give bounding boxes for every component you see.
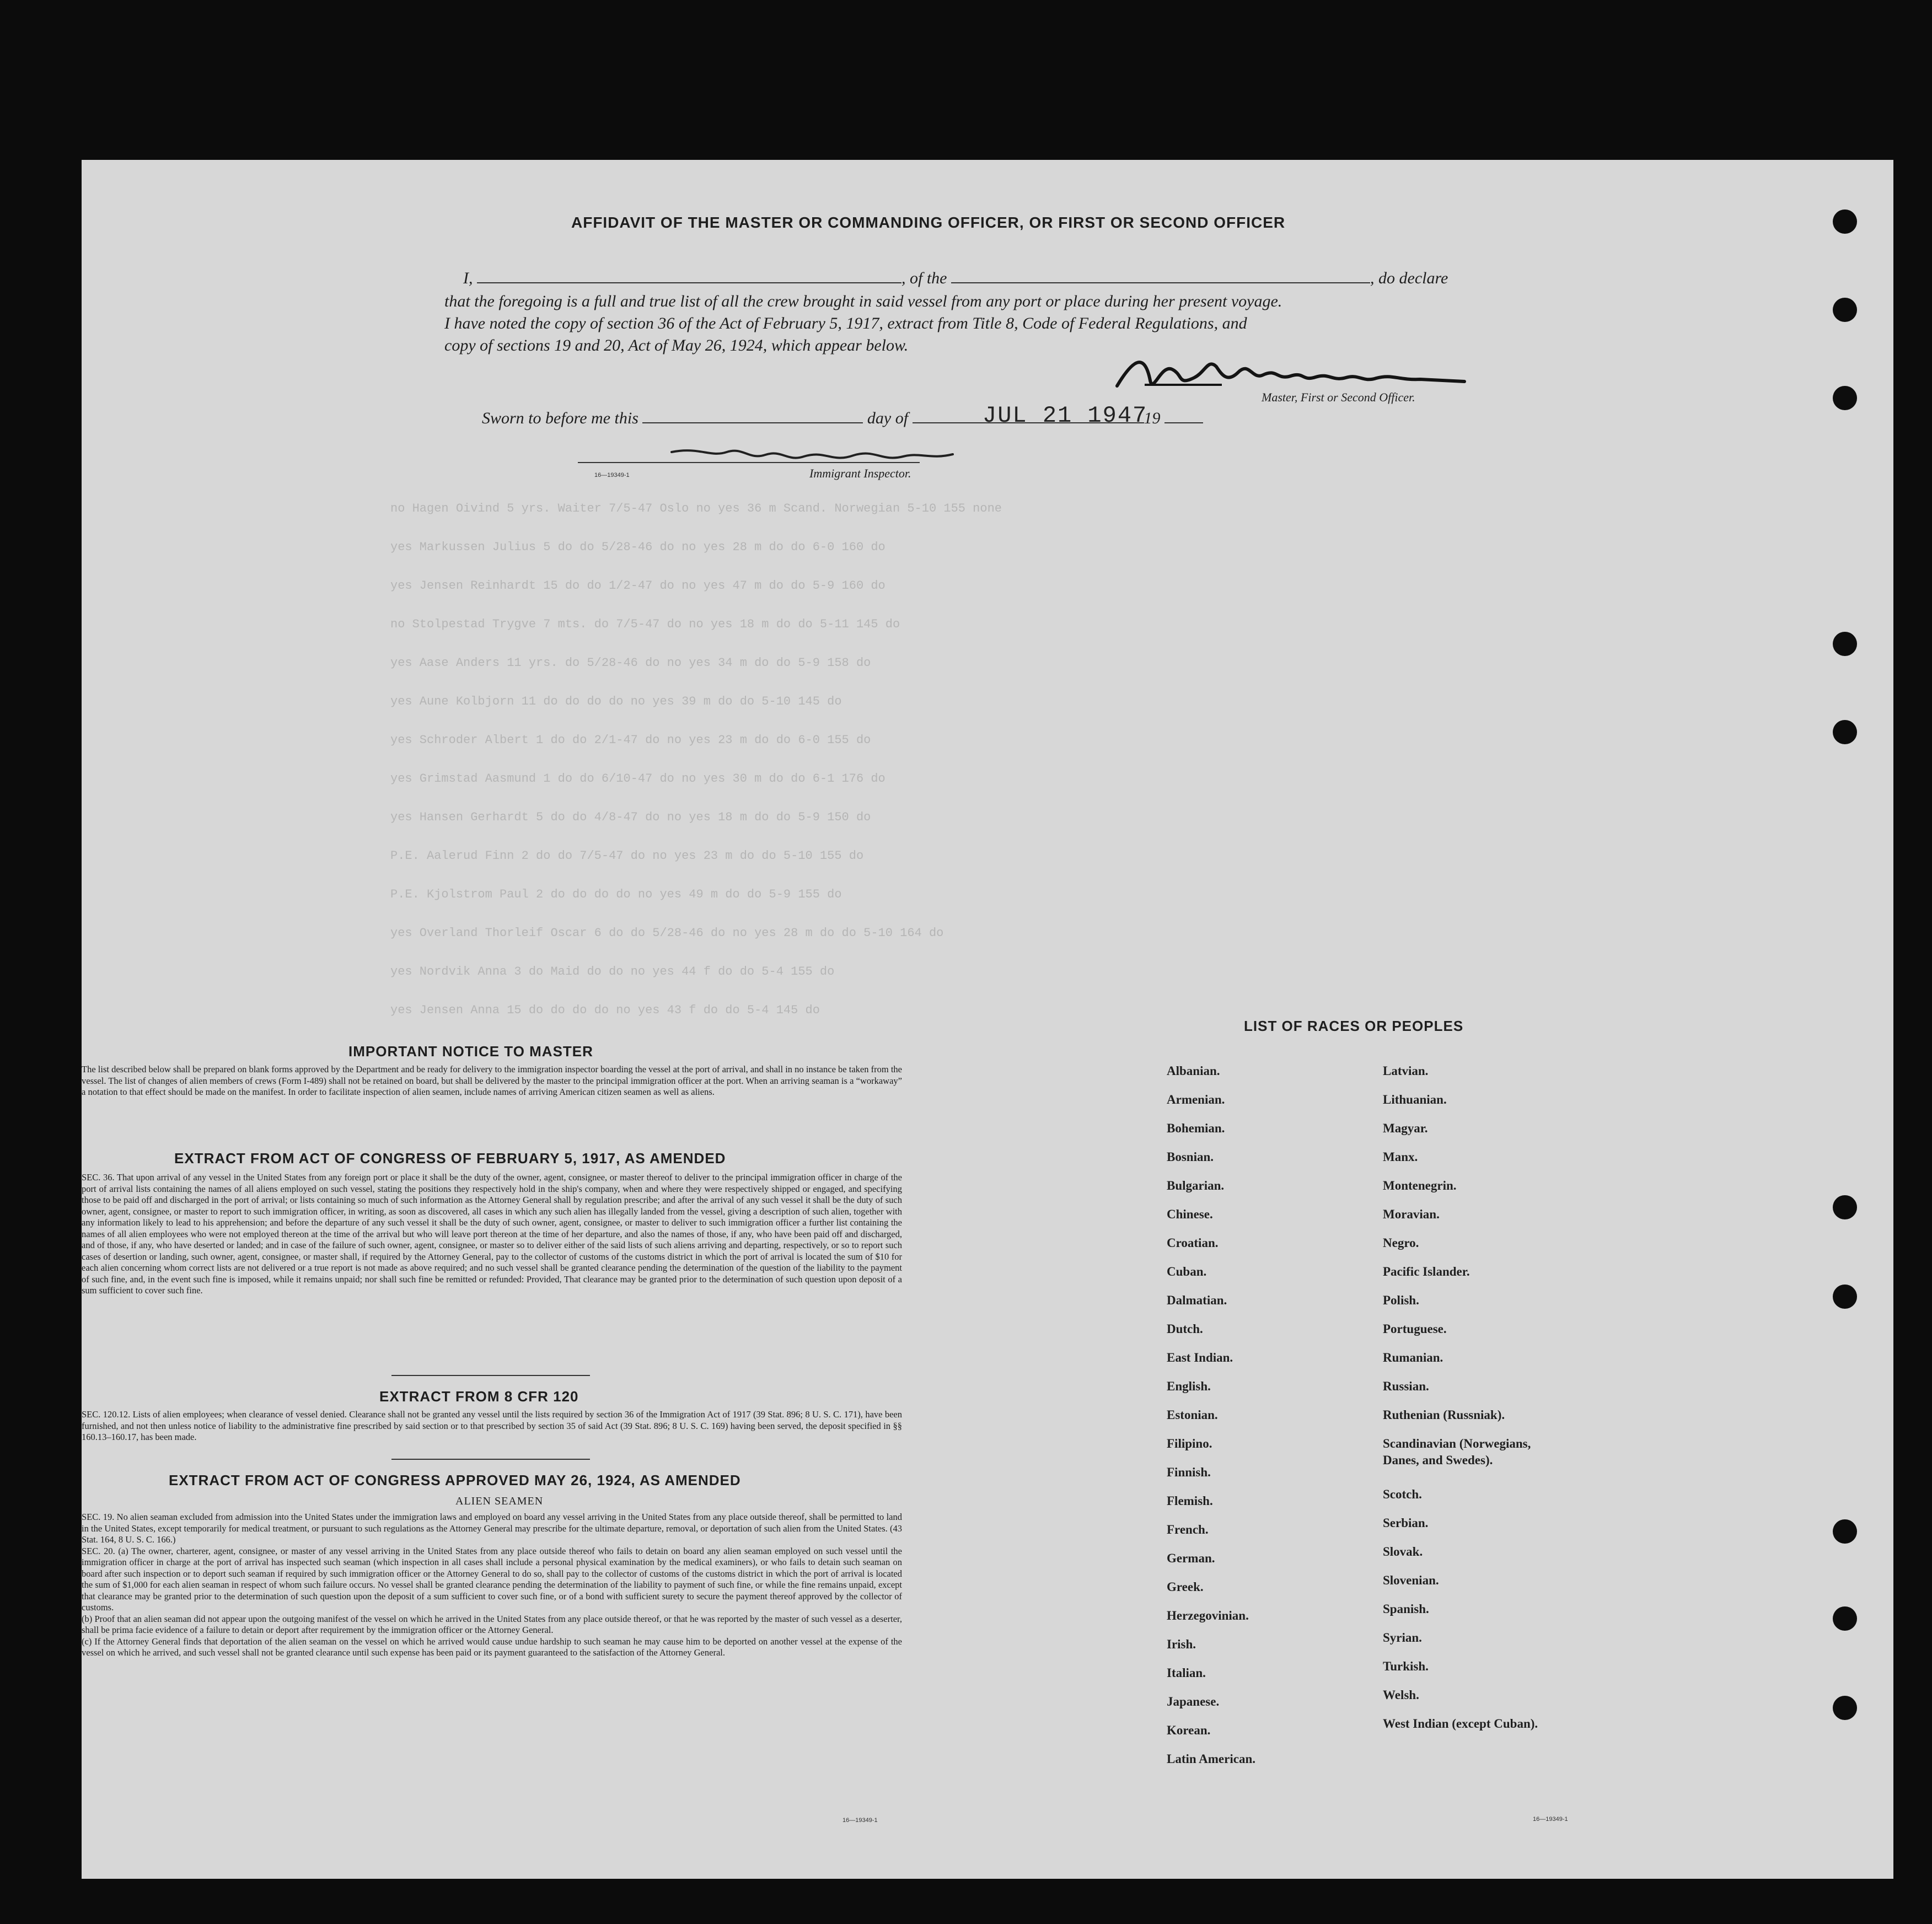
race-item: Scotch.	[1383, 1487, 1422, 1501]
race-item: East Indian.	[1167, 1351, 1233, 1364]
race-item: Bohemian.	[1167, 1121, 1225, 1135]
section-120-paragraph: SEC. 120.12. Lists of alien employees; when clearance of vessel denied. Clearance shall not be granted any vessel until the lists required by section 36 of the Immigration Act of 1917 (39 Stat. 896; 8 U. S. C. 171), have been furnished, and not then unless notice of liability to the administrative fine prescribed by said section or to that prescribed by section 35 of said Act (39 Stat. 896; 8 U. S. C. 169) having been served, the deposit specified in §§ 160.13–160.17, has been made.	[82, 1409, 902, 1442]
ghost-row: yes Overland Thorleif Oscar 6 do do 5/28-46 do no yes 28 m do do 5-10 164 do	[390, 926, 944, 940]
race-item: Armenian.	[1167, 1093, 1225, 1106]
vessel-blank[interactable]	[951, 268, 1370, 283]
section-20c-paragraph: (c) If the Attorney General finds that deportation of the alien seaman on the vessel on which he arrived would cause undue hardship to such seaman he may cause him to be deported on another vessel at the expense of the vessel on which he arrived, and such vessel shall not be granted clearance until such expense has been paid or its payment guaranteed to the satisfaction of the Attorney General.	[82, 1636, 902, 1658]
race-item: Danes, and Swedes).	[1383, 1453, 1493, 1467]
binder-hole	[1833, 1606, 1857, 1631]
ghost-row: yes Nordvik Anna 3 do Maid do do no yes 44 f do do 5-4 155 do	[390, 965, 835, 979]
race-item: Filipino.	[1167, 1437, 1212, 1450]
ghost-row: P.E. Aalerud Finn 2 do do 7/5-47 do no yes 23 m do do 5-10 155 do	[390, 849, 864, 863]
ghost-row: no Stolpestad Trygve 7 mts. do 7/5-47 do no yes 18 m do do 5-11 145 do	[390, 617, 900, 631]
notice-text	[82, 1064, 902, 1098]
ghost-row: yes Jensen Anna 15 do do do do no yes 43 f do do 5-4 145 do	[390, 1003, 820, 1017]
race-item: Korean.	[1167, 1723, 1211, 1737]
extract-1924-text	[82, 1512, 902, 1659]
alien-seamen-subheading: ALIEN SEAMEN	[455, 1495, 544, 1507]
ghost-row: P.E. Kjolstrom Paul 2 do do do do no yes 49 m do do 5-9 155 do	[390, 888, 842, 901]
binder-hole	[1833, 720, 1857, 744]
inspector-caption: Immigrant Inspector.	[809, 466, 911, 480]
race-item: Latvian.	[1383, 1064, 1429, 1078]
ghost-row: yes Grimstad Aasmund 1 do do 6/10-47 do no yes 30 m do do 6-1 176 do	[390, 772, 886, 786]
extract-cfr-heading: EXTRACT FROM 8 CFR 120	[379, 1388, 579, 1405]
date-stamp: JUL 21 1947	[983, 402, 1148, 429]
race-item: Cuban.	[1167, 1265, 1207, 1278]
race-item: French.	[1167, 1523, 1209, 1536]
race-item: Latin American.	[1167, 1752, 1255, 1766]
extract-1924-heading: EXTRACT FROM ACT OF CONGRESS APPROVED MAY 26, 1924, AS AMENDED	[169, 1472, 741, 1488]
race-item: Moravian.	[1383, 1207, 1440, 1221]
race-item: Irish.	[1167, 1637, 1196, 1651]
race-item: English.	[1167, 1379, 1211, 1393]
race-item: Greek.	[1167, 1580, 1204, 1594]
race-item: Magyar.	[1383, 1121, 1428, 1135]
binder-hole	[1833, 632, 1857, 656]
ghost-row: yes Markussen Julius 5 do do 5/28-46 do no yes 28 m do do 6-0 160 do	[390, 540, 886, 554]
race-item: Ruthenian (Russniak).	[1383, 1408, 1505, 1422]
race-item: Slovenian.	[1383, 1573, 1439, 1587]
race-item: German.	[1167, 1551, 1215, 1565]
declaration-line-2: that the foregoing is a full and true list of all the crew brought in said vessel from any port or place during her present voyage.	[444, 292, 1282, 310]
name-blank[interactable]	[477, 268, 901, 283]
section-36-paragraph: SEC. 36. That upon arrival of any vessel in the United States from any foreign port or place it shall be the duty of the owner, agent, consignee, or master thereof to deliver to the principal immigration officer in charge of the port of arrival lists containing the names of all aliens employed on such vessel, stating the positions they respectively hold in the ship's company, when and where they were respectively shipped or engaged, and specifying those to be paid off and discharged in the port of arrival; or lists containing so much of such information as the Attorney General shall by regulation prescribe; and after the arrival of any such vessel it shall be the duty of such owner, agent, consignee, or master to report to such immigration officer, in writing, as soon as discovered, all cases in which any such alien has illegally landed from the vessel, giving a description of such alien, together with any information likely to lead to his apprehension; and before the departure of any such vessel it shall be the duty of such owner, agent, consignee, or master to deliver to such immigration officer a further list containing the names of all alien employees who were not employed thereon at the time of the arrival but who will leave port thereon at the time of her departure, and also the names of those, if any, who have been paid off and discharged, and of those, if any, who have deserted or landed; and in case of the failure of such owner, agent, consignee, or master so to deliver either of the said lists of such aliens arriving and departing, respectively, or so to report such cases of desertion or landing, such owner, agent, consignee, or master shall, if required by the Attorney General, pay to the collector of customs of the customs district in which the port of arrival is located the sum of $10 for each alien concerning whom correct lists are not delivered or a true report is not made as above required; and no such vessel shall be granted clearance pending the determination of the question of the liability to the payment of such fine, and, in the event such fine is imposed, while it remains unpaid; nor shall such fine be remitted or refunded: Provided, That clearance may be granted prior to the determination of such question upon deposit of a sum sufficient to cover such fine.	[82, 1172, 902, 1296]
form-number-top: 16—19349-1	[594, 472, 630, 479]
extract-cfr-text	[82, 1409, 902, 1443]
race-item: Japanese.	[1167, 1695, 1220, 1708]
race-item: Chinese.	[1167, 1207, 1213, 1221]
form-number-right: 16—19349-1	[1533, 1816, 1568, 1823]
race-item: Pacific Islander.	[1383, 1265, 1470, 1278]
race-item: Manx.	[1383, 1150, 1418, 1164]
race-item: Estonian.	[1167, 1408, 1218, 1422]
ghost-row: yes Aase Anders 11 yrs. do 5/28-46 do no yes 34 m do do 5-9 158 do	[390, 656, 871, 670]
ghost-row: yes Aune Kolbjorn 11 do do do do no yes 39 m do do 5-10 145 do	[390, 695, 842, 708]
ghost-row: no Hagen Oivind 5 yrs. Waiter 7/5-47 Oslo no yes 36 m Scand. Norwegian 5-10 155 none	[390, 502, 1002, 515]
section-20a-paragraph: SEC. 20. (a) The owner, charterer, agent, consignee, or master of any vessel arriving in the United States from any place outside thereof who fails to detain on board any alien seaman employed on such vessel until the immigration officer in charge at the port of arrival has inspected such seaman (which inspection in all cases shall include a personal physical examination by the medical examiners), or who fails to detain such seaman on board after such inspection or to deport such seaman if required by such immigration officer or the Attorney General to do so, shall pay to the collector of customs of the customs district in which the port of arrival is located the sum of $1,000 for each alien seaman in respect of whom such failure occurs. No vessel shall be granted clearance pending the determination of the liability to payment of such fine, or while the fine remains unpaid, except that clearance may be granted prior to the determination of such question upon the deposit of a sum sufficient to cover such fine, or of a bond with sufficient surety to secure the payment thereof approved by the collector of customs.	[82, 1545, 902, 1613]
extract-1917-text	[82, 1172, 902, 1297]
binder-hole	[1833, 298, 1857, 322]
race-item: Italian.	[1167, 1666, 1206, 1680]
document-sheet	[82, 160, 1893, 1879]
race-item: Turkish.	[1383, 1659, 1429, 1673]
race-item: Russian.	[1383, 1379, 1429, 1393]
binder-hole	[1833, 209, 1857, 234]
race-item: Bulgarian.	[1167, 1179, 1225, 1192]
race-item: Flemish.	[1167, 1494, 1213, 1508]
sworn-day-of: day of	[867, 409, 909, 427]
race-item: Scandinavian (Norwegians,	[1383, 1437, 1531, 1450]
sworn-before-me: Sworn to before me this	[482, 409, 638, 427]
inspector-line	[578, 462, 920, 463]
binder-hole	[1833, 1285, 1857, 1309]
race-item: Dalmatian.	[1167, 1293, 1227, 1307]
affidavit-title: AFFIDAVIT OF THE MASTER OR COMMANDING OFFICER, OR FIRST OR SECOND OFFICER	[571, 214, 1286, 231]
declaration-i: I,	[463, 269, 473, 287]
declaration-line-3: I have noted the copy of section 36 of the Act of February 5, 1917, extract from Title 8, Code of Federal Regulations, and	[444, 314, 1247, 332]
notice-heading: IMPORTANT NOTICE TO MASTER	[348, 1043, 593, 1060]
race-item: Croatian.	[1167, 1236, 1219, 1250]
race-item: West Indian (except Cuban).	[1383, 1717, 1538, 1730]
race-item: Lithuanian.	[1383, 1093, 1447, 1106]
master-caption: Master, First or Second Officer.	[1262, 390, 1415, 404]
race-item: Welsh.	[1383, 1688, 1419, 1702]
race-item: Portuguese.	[1383, 1322, 1447, 1336]
race-item: Rumanian.	[1383, 1351, 1443, 1364]
extract-1917-heading: EXTRACT FROM ACT OF CONGRESS OF FEBRUARY 5, 1917, AS AMENDED	[174, 1150, 726, 1167]
races-heading: LIST OF RACES OR PEOPLES	[1244, 1018, 1464, 1034]
divider	[391, 1459, 590, 1460]
section-20b-paragraph: (b) Proof that an alien seaman did not appear upon the outgoing manifest of the vessel on which he arrived in the United States from any place outside thereof, or that he was reported by the master of such vessel as a deserter, shall be prima facie evidence of a failure to detain or deport after requirement by the immigration officer or the Attorney General.	[82, 1613, 902, 1635]
year-blank[interactable]	[1164, 408, 1203, 423]
race-item: Negro.	[1383, 1236, 1419, 1250]
ghost-row: yes Hansen Gerhardt 5 do do 4/8-47 do no yes 18 m do do 5-9 150 do	[390, 810, 871, 824]
race-item: Herzegovinian.	[1167, 1609, 1249, 1622]
race-item: Slovak.	[1383, 1545, 1423, 1558]
race-item: Albanian.	[1167, 1064, 1220, 1078]
race-item: Spanish.	[1383, 1602, 1429, 1616]
notice-paragraph: The list described below shall be prepared on blank forms approved by the Department and be ready for delivery to the immigration inspector boarding the vessel at the port of arrival, and shall in no instance be taken from the vessel. The list of changes of alien members of crews (Form I-489) shall not be retained on board, but shall be delivered by the master to the principal immigration officer at the port. When an arriving seaman is a “workaway” a notation to that effect should be made on the manifest. In order to facilitate inspection of alien seamen, include names of arriving American citizen seamen as well as aliens.	[82, 1064, 902, 1097]
binder-hole	[1833, 386, 1857, 410]
binder-hole	[1833, 1696, 1857, 1720]
race-item: Dutch.	[1167, 1322, 1203, 1336]
divider	[391, 1375, 590, 1376]
declaration-of-the: , of the	[901, 269, 947, 287]
race-item: Serbian.	[1383, 1516, 1429, 1530]
sworn-19: 19	[1144, 409, 1161, 427]
declaration-line-4: copy of sections 19 and 20, Act of May 26, 1924, which appear below.	[444, 336, 909, 354]
section-19-paragraph: SEC. 19. No alien seaman excluded from admission into the United States under the immigration laws and employed on board any vessel arriving in the United States from any place outside thereof, shall be permitted to land in the United States, except temporarily for medical treatment, or pursuant to such regulations as the Attorney General may prescribe for the ultimate departure, removal, or deportation of such alien from the United States. (43 Stat. 164, 8 U. S. C. 166.)	[82, 1512, 902, 1545]
form-number-left: 16—19349-1	[842, 1817, 878, 1824]
race-item: Bosnian.	[1167, 1150, 1214, 1164]
race-item: Montenegrin.	[1383, 1179, 1457, 1192]
race-item: Polish.	[1383, 1293, 1419, 1307]
declaration-line-1	[463, 268, 1448, 288]
binder-hole	[1833, 1519, 1857, 1544]
binder-hole	[1833, 1195, 1857, 1219]
ghost-row: yes Schroder Albert 1 do do 2/1-47 do no yes 23 m do do 6-0 155 do	[390, 733, 871, 747]
race-item: Finnish.	[1167, 1465, 1211, 1479]
declaration-do-declare: , do declare	[1370, 269, 1448, 287]
ghost-row: yes Jensen Reinhardt 15 do do 1/2-47 do no yes 47 m do do 5-9 160 do	[390, 579, 886, 593]
day-blank[interactable]	[642, 408, 863, 423]
race-item: Syrian.	[1383, 1631, 1422, 1644]
